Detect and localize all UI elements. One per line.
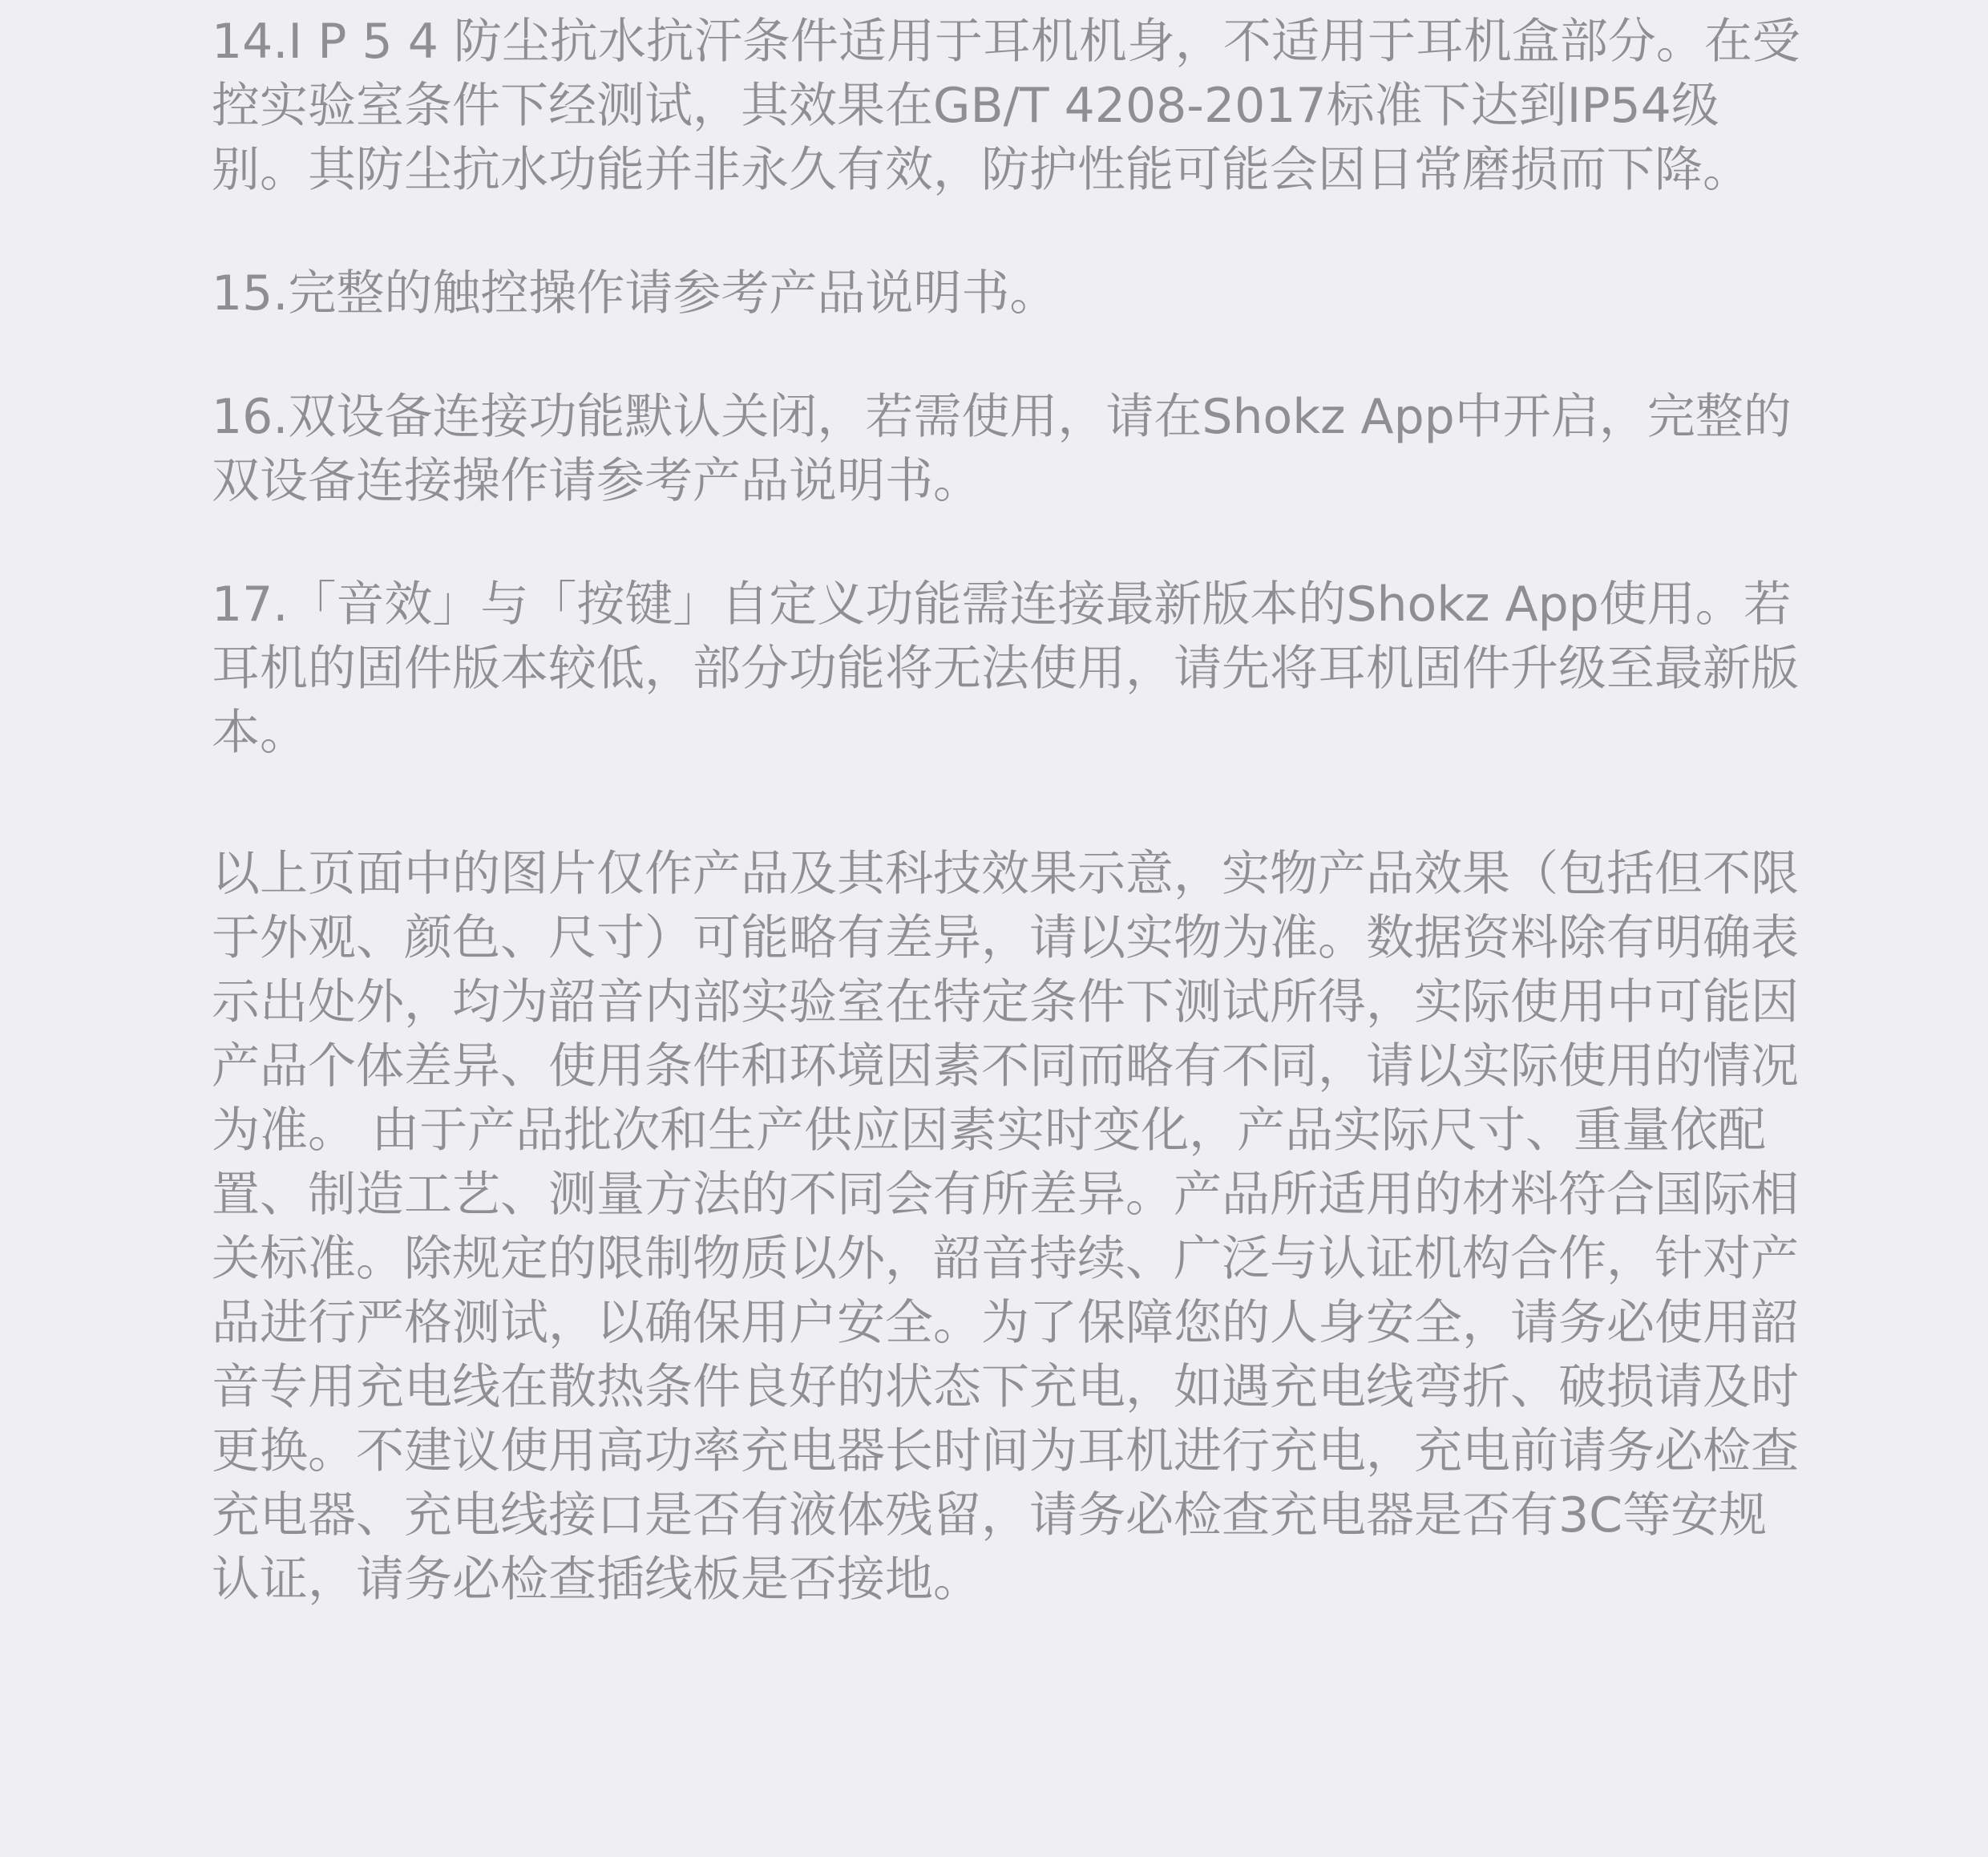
note-17: 17.「音效」与「按键」自定义功能需连接最新版本的Shokz App使用。若耳机的固件版本较低，部分功能将无法使用，请先将耳机固件升级至最新版本。 xyxy=(212,577,1799,761)
note-14: 14.I P 5 4 防尘抗水抗汗条件适用于耳机机身，不适用于耳机盒部分。在受控实验室条件下经测试，其效果在GB/T 4208-2017标准下达到IP54级别。其防尘抗水功能并非永久有效，防护性能可能会因日常磨损而下降。 xyxy=(212,14,1800,198)
note-16: 16.双设备连接功能默认关闭，若需使用，请在Shokz App中开启，完整的双设备连接操作请参考产品说明书。 xyxy=(212,389,1792,509)
note-15: 15.完整的触控操作请参考产品说明书。 xyxy=(212,265,1058,322)
disclaimer-text: 以上页面中的图片仅作产品及其科技效果示意，实物产品效果（包括但不限于外观、颜色、尺寸）可能略有差异，请以实物为准。数据资料除有明确表示出处外，均为韶音内部实验室在特定条件下测试所得，实际使用中可能因产品个体差异、使用条件和环境因素不同而略有不同，请以实际使用的情况为准。 由于产品批次和生产供应因素实时变化，产品实际尺寸、重量依配置、制造工艺、测量方法的不同会有所差异。产品所适用的材料符合国际相关标准。除规定的限制物质以外，韶音持续、广泛与认证机构合作，针对产品进行严格测试，以确保用户安全。为了保障您的人身安全，请务必使用韶音专用充电线在散热条件良好的状态下充电，如遇充电线弯折、破损请及时更换。不建议使用高功率充电器长时间为耳机进行充电，充电前请务必检查充电器、充电线接口是否有液体残留，请务必检查充电器是否有3C等安规认证，请务必检查插线板是否接地。 xyxy=(212,846,1799,1608)
notes-list xyxy=(212,0,1807,765)
